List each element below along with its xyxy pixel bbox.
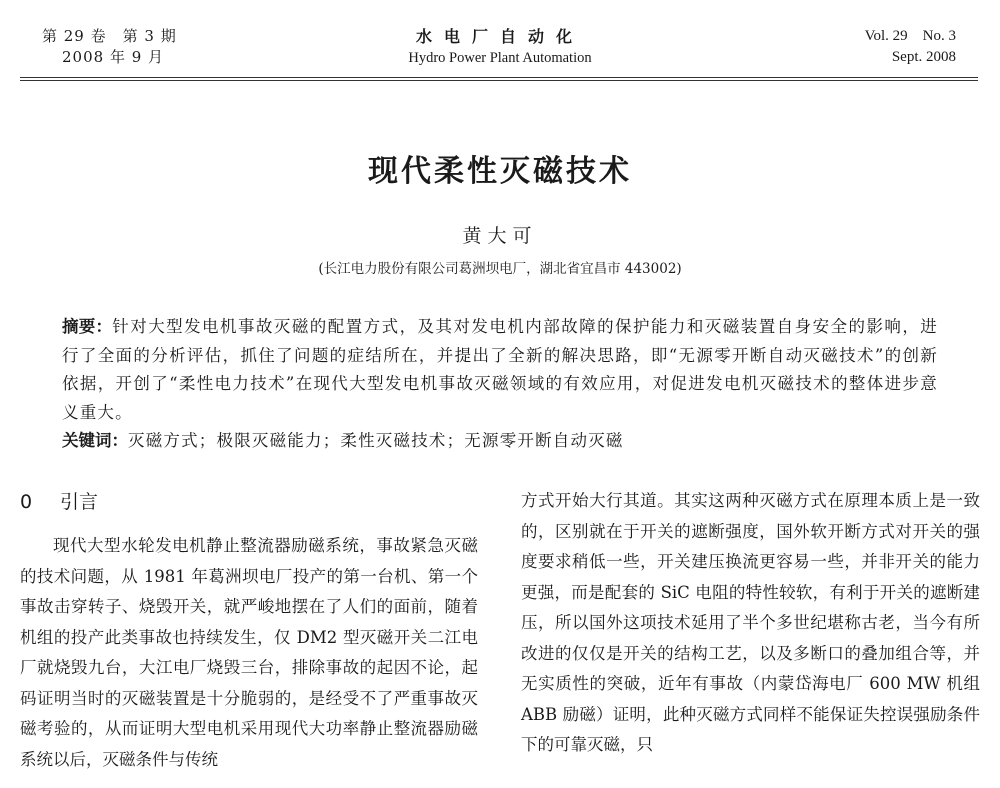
body-column-right: 方式开始大行其道。其实这两种灭磁方式在原理本质上是一致的，区别就在于开关的遮断强度，国外软开断方式对开关的强度要求稍低一些，开关建压换流更容易一些，并非开关的能力更强，而是配套的 SiC 电阻的特性较软，有利于开关的遮断建压，所以国外这项技术延用了半个多世纪堪称古老，当今有所改进的仅仅是开关的结构工艺，以及多断口的叠加组合等，并无实质性的突破，近年有事故（内蒙岱海电厂 600 MW 机组 ABB 励磁）证明，此种灭磁方式同样不能保证失控误强励条件下的可靠灭磁，只 <box>521 491 980 754</box>
header-rule-top <box>20 77 978 78</box>
header-rule-bottom <box>20 80 978 81</box>
section-title: 引言 <box>60 491 99 513</box>
abstract <box>62 313 938 427</box>
section-number: 0 <box>20 491 33 513</box>
issue-info-en <box>865 26 956 68</box>
journal-name-cn: 水电厂自动化 <box>415 27 584 46</box>
date-en: Sept. 2008 <box>891 49 956 65</box>
author-affiliation: (长江电力股份有限公司葛洲坝电厂，湖北省宜昌市 443002) <box>318 261 682 277</box>
author-name: 黄大可 <box>462 225 538 247</box>
section-heading <box>20 488 98 516</box>
abstract-text: 针对大型发电机事故灭磁的配置方式，及其对发电机内部故障的保护能力和灭磁装置自身安全的影响，进行了全面的分析评估，抓住了问题的症结所在，并提出了全新的解决思路，即“无源零开断自动灭磁技术”的创新依据，开创了“柔性电力技术”在现代大型发电机事故灭磁领域的有效应用，对促进发电机灭磁技术的整体进步意义重大。 <box>62 317 939 422</box>
abstract-label: 摘要： <box>62 317 113 336</box>
keywords-text: 灭磁方式；极限灭磁能力；柔性灭磁技术；无源零开断自动灭磁 <box>128 431 624 450</box>
keywords-label: 关键词： <box>62 431 128 450</box>
keywords <box>62 427 942 456</box>
body-column-left: 现代大型水轮发电机静止整流器励磁系统，事故紧急灭磁的技术问题，从 1981 年葛洲坝电厂投产的第一台机、第一个事故击穿转子、烧毁开关，就严峻地摆在了人们的面前，随着机组的投产此类事故也持续发生，仅 DM2 型灭磁开关二江电厂就烧毁九台，大江电厂烧毁三台，排除事故的起因不论，起码证明当时的灭磁装置是十分脆弱的，是经受不了严重事故灭磁考验的，从而证明大型电机采用现代大功率静止整流器励磁系统以后，灭磁条件与传统 <box>20 536 478 769</box>
journal-name-en: Hydro Power Plant Automation <box>408 50 592 66</box>
volume-en: Vol. 29 No. 3 <box>864 28 956 44</box>
journal-name <box>0 26 1000 68</box>
issue-volume: 第 29 卷 第 3 期 <box>42 27 177 45</box>
issue-date: 2008 年 9 月 <box>62 48 165 66</box>
article-title: 现代柔性灭磁技术 <box>368 154 632 189</box>
